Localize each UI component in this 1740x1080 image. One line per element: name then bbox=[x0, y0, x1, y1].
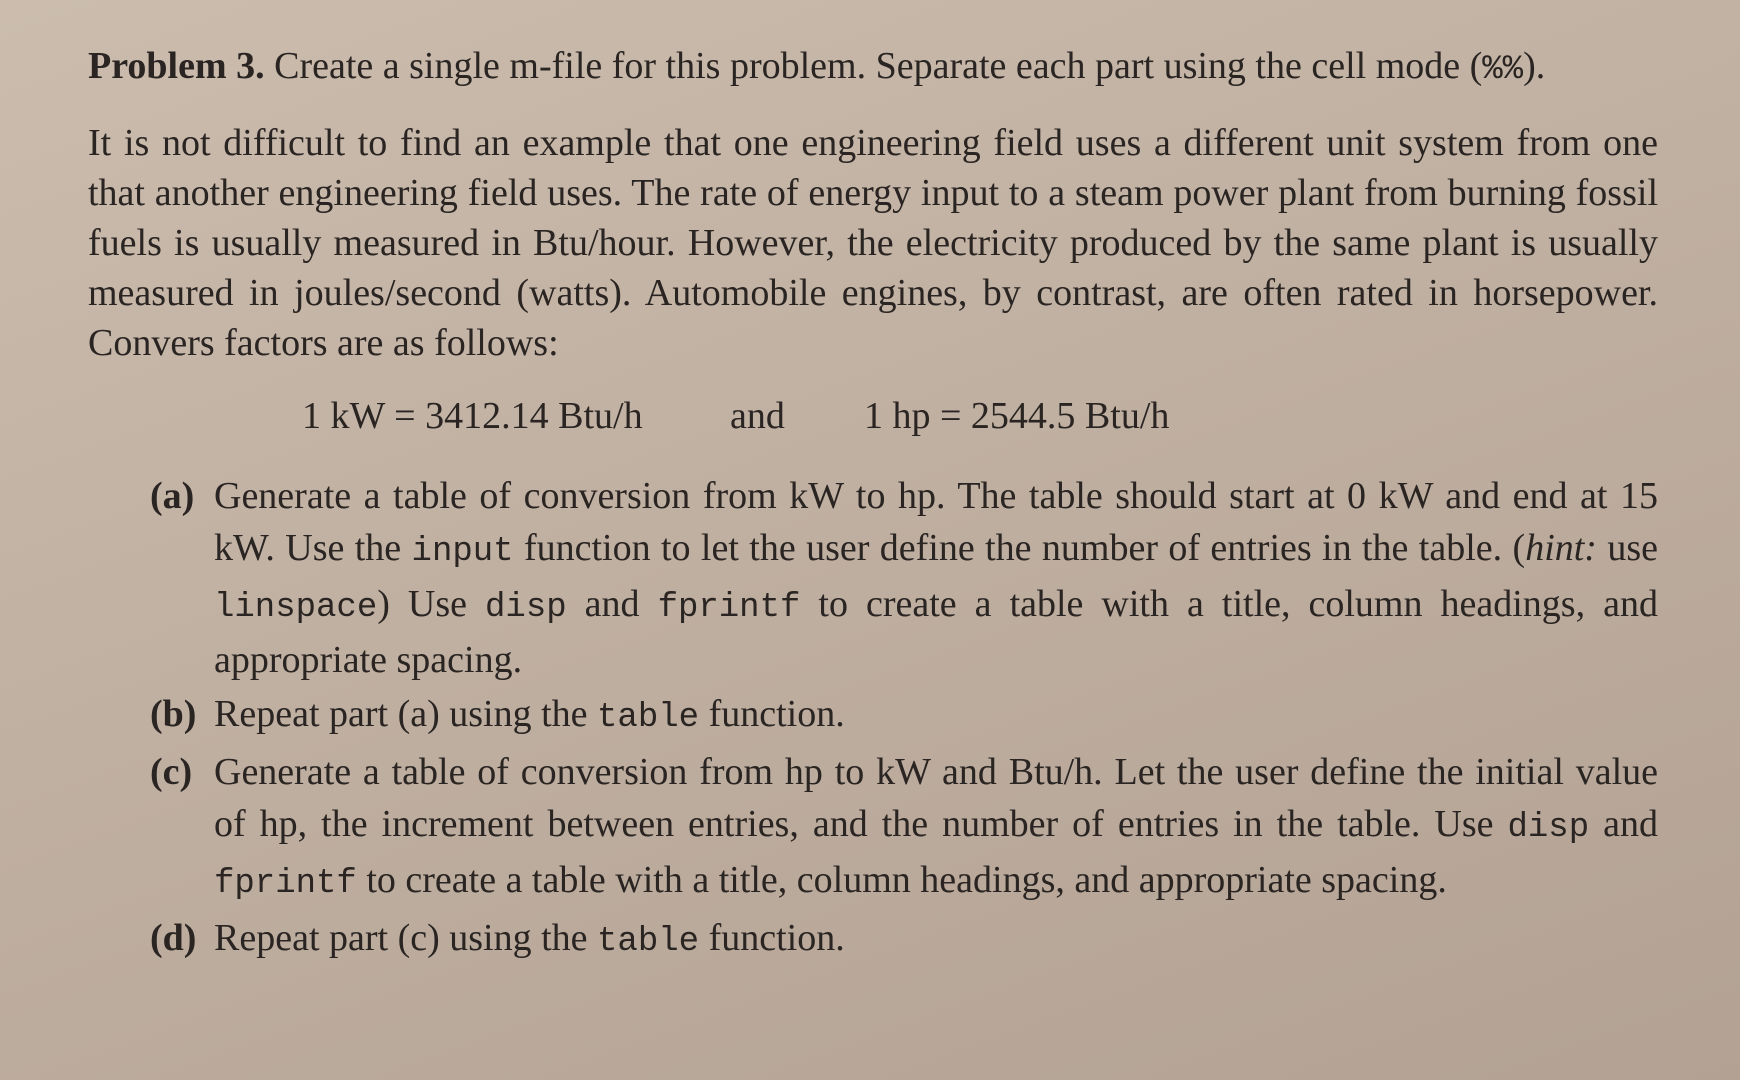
part-c-text-1: Generate a table of conversion from hp to kW and Btu/h. Let the user define the initial value of hp, the increment between entries, and the number of entries in the table. Use bbox=[214, 751, 1658, 845]
part-a-hint: hint: bbox=[1525, 527, 1597, 569]
part-a-text-2: function to let the user define the number of entries in the table. ( bbox=[513, 527, 1526, 569]
part-c-code-fprintf: fprintf bbox=[214, 865, 357, 903]
part-a-text-1: Generate a table of conversion from kW to hp. The table should start at 0 kW and end at 15 kW. Use the bbox=[214, 475, 1658, 569]
part-a-text-6: to create a table with a title, column headings, and appropriate spacing. bbox=[214, 583, 1658, 681]
part-a bbox=[88, 470, 1658, 686]
part-b-text-1: Repeat part (a) using the bbox=[214, 693, 598, 735]
conversion-factors bbox=[88, 394, 1658, 450]
part-d bbox=[88, 912, 1658, 968]
kw-factor: 1 kW = 3412.14 Btu/h bbox=[302, 395, 643, 437]
part-a-letter: (a) bbox=[150, 475, 195, 517]
problem-intro: It is not difficult to find an example that one engineering field uses a different unit system from one that another engineering field uses. The rate of energy input to a steam power plant from burning fossil fuels is usually measured in Btu/hour. However, the electricity produced by the same plant is usually measured in joules/second (watts). Automobile engines, by contrast, are often rated in horsepower. Convers factors are as follows: bbox=[88, 122, 1658, 364]
problem-number: Problem 3. bbox=[88, 45, 265, 87]
part-b-code-table: table bbox=[597, 699, 700, 737]
problem-parts bbox=[88, 470, 1658, 968]
part-b-letter: (b) bbox=[150, 693, 197, 735]
part-c-code-disp: disp bbox=[1507, 809, 1590, 847]
part-a-text-4: ) Use bbox=[377, 583, 486, 625]
part-a-code-input: input bbox=[411, 533, 514, 571]
part-a-code-fprintf: fprintf bbox=[657, 589, 801, 627]
part-a-text-5: and bbox=[566, 583, 658, 625]
part-b bbox=[88, 688, 1658, 744]
part-a-code-linspace: linspace bbox=[214, 589, 378, 627]
part-c-letter: (c) bbox=[150, 751, 193, 793]
part-c bbox=[88, 746, 1658, 910]
problem-title bbox=[88, 40, 1658, 96]
problem-title-text: Create a single m-file for this problem. Separate each part using the cell mode ( bbox=[264, 45, 1483, 87]
problem-title-suffix: ). bbox=[1523, 45, 1546, 87]
part-d-text-2: function. bbox=[699, 917, 845, 959]
part-a-text-3: use bbox=[1596, 527, 1659, 569]
cell-mode-code: %% bbox=[1482, 51, 1524, 89]
problem-page bbox=[88, 40, 1658, 970]
part-d-code-table: table bbox=[597, 923, 700, 961]
part-b-text-2: function. bbox=[699, 693, 845, 735]
part-d-text-1: Repeat part (c) using the bbox=[214, 917, 598, 959]
factor-joiner: and bbox=[730, 395, 785, 437]
part-c-text-2: and bbox=[1589, 803, 1658, 845]
part-c-text-3: to create a table with a title, column headings, and appropriate spacing. bbox=[356, 859, 1447, 901]
part-a-code-disp: disp bbox=[485, 589, 567, 627]
hp-factor: 1 hp = 2544.5 Btu/h bbox=[864, 395, 1170, 437]
part-d-letter: (d) bbox=[150, 917, 197, 959]
